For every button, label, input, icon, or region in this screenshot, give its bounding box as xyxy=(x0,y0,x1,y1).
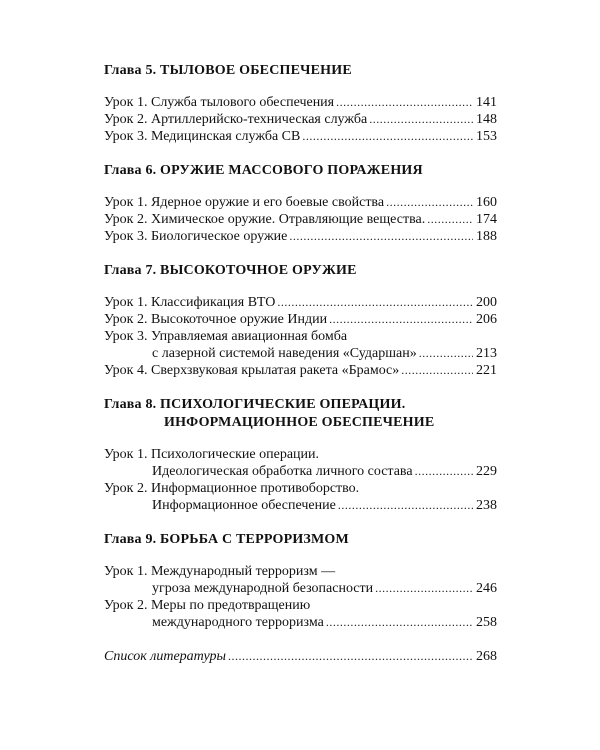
chapter-heading xyxy=(104,396,497,432)
bibliography-entry xyxy=(104,648,497,665)
dot-leader xyxy=(375,580,473,597)
lesson-title: Урок 1. Служба тылового обеспечения xyxy=(104,95,335,110)
lesson-entry xyxy=(104,294,497,311)
lesson-title-line: Урок 2. Информационное противоборство. xyxy=(104,481,360,496)
chapter-heading-line: Глава 6. ОРУЖИЕ МАССОВОГО ПОРАЖЕНИЯ xyxy=(104,163,423,178)
chapter-heading xyxy=(104,162,497,180)
dot-leader xyxy=(329,311,473,328)
lesson-title: Урок 4. Сверхзвуковая крылатая ракета «Брамос» xyxy=(104,363,400,378)
lesson-title: Урок 2. Высокоточное оружие Индии xyxy=(104,312,328,327)
lesson-title: Урок 2. Химическое оружие. Отравляющие вещества. xyxy=(104,212,426,227)
chapter-section xyxy=(104,531,497,631)
dot-leader xyxy=(302,128,473,145)
dot-leader xyxy=(326,614,473,631)
lesson-entry xyxy=(104,328,497,362)
lesson-title-line: международного терроризма xyxy=(152,615,324,630)
chapter-section xyxy=(104,262,497,379)
chapter-heading xyxy=(104,62,497,80)
chapter-section xyxy=(104,62,497,145)
lesson-title-line: Идеологическая обработка личного состава xyxy=(152,464,413,479)
chapter-section xyxy=(104,162,497,245)
bibliography-label: Список литературы xyxy=(104,649,226,664)
chapter-list xyxy=(104,62,497,631)
lesson-page: 153 xyxy=(476,129,497,144)
lesson-title-last-line xyxy=(104,463,497,480)
lesson-page: 188 xyxy=(476,229,497,244)
lesson-title-line: угроза международной безопасности xyxy=(152,581,374,596)
chapter-heading xyxy=(104,262,497,280)
lesson-page: 246 xyxy=(476,581,497,596)
lesson-page: 200 xyxy=(476,295,497,310)
lesson-title: Урок 1. Классификация ВТО xyxy=(104,295,276,310)
lesson-entry xyxy=(104,194,497,211)
lesson-page: 221 xyxy=(476,363,497,378)
dot-leader xyxy=(386,194,473,211)
table-of-contents xyxy=(104,62,497,665)
chapter-heading-line: Глава 5. ТЫЛОВОЕ ОБЕСПЕЧЕНИЕ xyxy=(104,63,352,78)
lesson-entry xyxy=(104,111,497,128)
chapter-heading-line: Глава 8. ПСИХОЛОГИЧЕСКИЕ ОПЕРАЦИИ. xyxy=(104,397,406,412)
dot-leader xyxy=(419,345,473,362)
lesson-entry xyxy=(104,94,497,111)
lesson-entry xyxy=(104,362,497,379)
dot-leader xyxy=(415,463,473,480)
dot-leader xyxy=(401,362,473,379)
lesson-entry xyxy=(104,128,497,145)
lesson-page: 141 xyxy=(476,95,497,110)
chapter-heading xyxy=(104,531,497,549)
lesson-page: 213 xyxy=(476,346,497,361)
dot-leader xyxy=(336,94,473,111)
lesson-title-line: Урок 1. Психологические операции. xyxy=(104,447,320,462)
lesson-entry xyxy=(104,211,497,228)
lesson-title-last-line xyxy=(104,345,497,362)
dot-leader xyxy=(427,211,473,228)
lesson-title-line: Урок 3. Управляемая авиационная бомба xyxy=(104,329,348,344)
lesson-title: Урок 3. Биологическое оружие xyxy=(104,229,288,244)
dot-leader xyxy=(228,648,473,665)
lesson-page: 160 xyxy=(476,195,497,210)
lesson-page: 258 xyxy=(476,615,497,630)
chapter-section xyxy=(104,396,497,514)
lesson-title: Урок 3. Медицинская служба СВ xyxy=(104,129,301,144)
dot-leader xyxy=(289,228,473,245)
lesson-entry xyxy=(104,446,497,480)
lesson-title-last-line xyxy=(104,614,497,631)
chapter-heading-line: Глава 9. БОРЬБА С ТЕРРОРИЗМОМ xyxy=(104,532,349,547)
lesson-entry xyxy=(104,228,497,245)
dot-leader xyxy=(338,497,473,514)
lesson-page: 174 xyxy=(476,212,497,227)
lesson-page: 206 xyxy=(476,312,497,327)
dot-leader xyxy=(277,294,473,311)
lesson-page: 238 xyxy=(476,498,497,513)
lesson-title-last-line xyxy=(104,580,497,597)
chapter-heading-line: ИНФОРМАЦИОННОЕ ОБЕСПЕЧЕНИЕ xyxy=(164,415,435,430)
lesson-entry xyxy=(104,480,497,514)
lesson-title-last-line xyxy=(104,497,497,514)
lesson-title: Урок 2. Артиллерийско-техническая служба xyxy=(104,112,368,127)
lesson-title-line: Информационное обеспечение xyxy=(152,498,336,513)
bibliography-page: 268 xyxy=(476,649,497,664)
lesson-entry xyxy=(104,311,497,328)
lesson-title-line: Урок 2. Меры по предотвращению xyxy=(104,598,311,613)
lesson-title: Урок 1. Ядерное оружие и его боевые свойства xyxy=(104,195,385,210)
lesson-entry xyxy=(104,597,497,631)
lesson-entry xyxy=(104,563,497,597)
lesson-title-line: Урок 1. Международный терроризм — xyxy=(104,564,336,579)
lesson-page: 148 xyxy=(476,112,497,127)
dot-leader xyxy=(369,111,473,128)
chapter-heading-line: Глава 7. ВЫСОКОТОЧНОЕ ОРУЖИЕ xyxy=(104,263,357,278)
lesson-title-line: с лазерной системой наведения «Сударшан» xyxy=(152,346,417,361)
lesson-page: 229 xyxy=(476,464,497,479)
